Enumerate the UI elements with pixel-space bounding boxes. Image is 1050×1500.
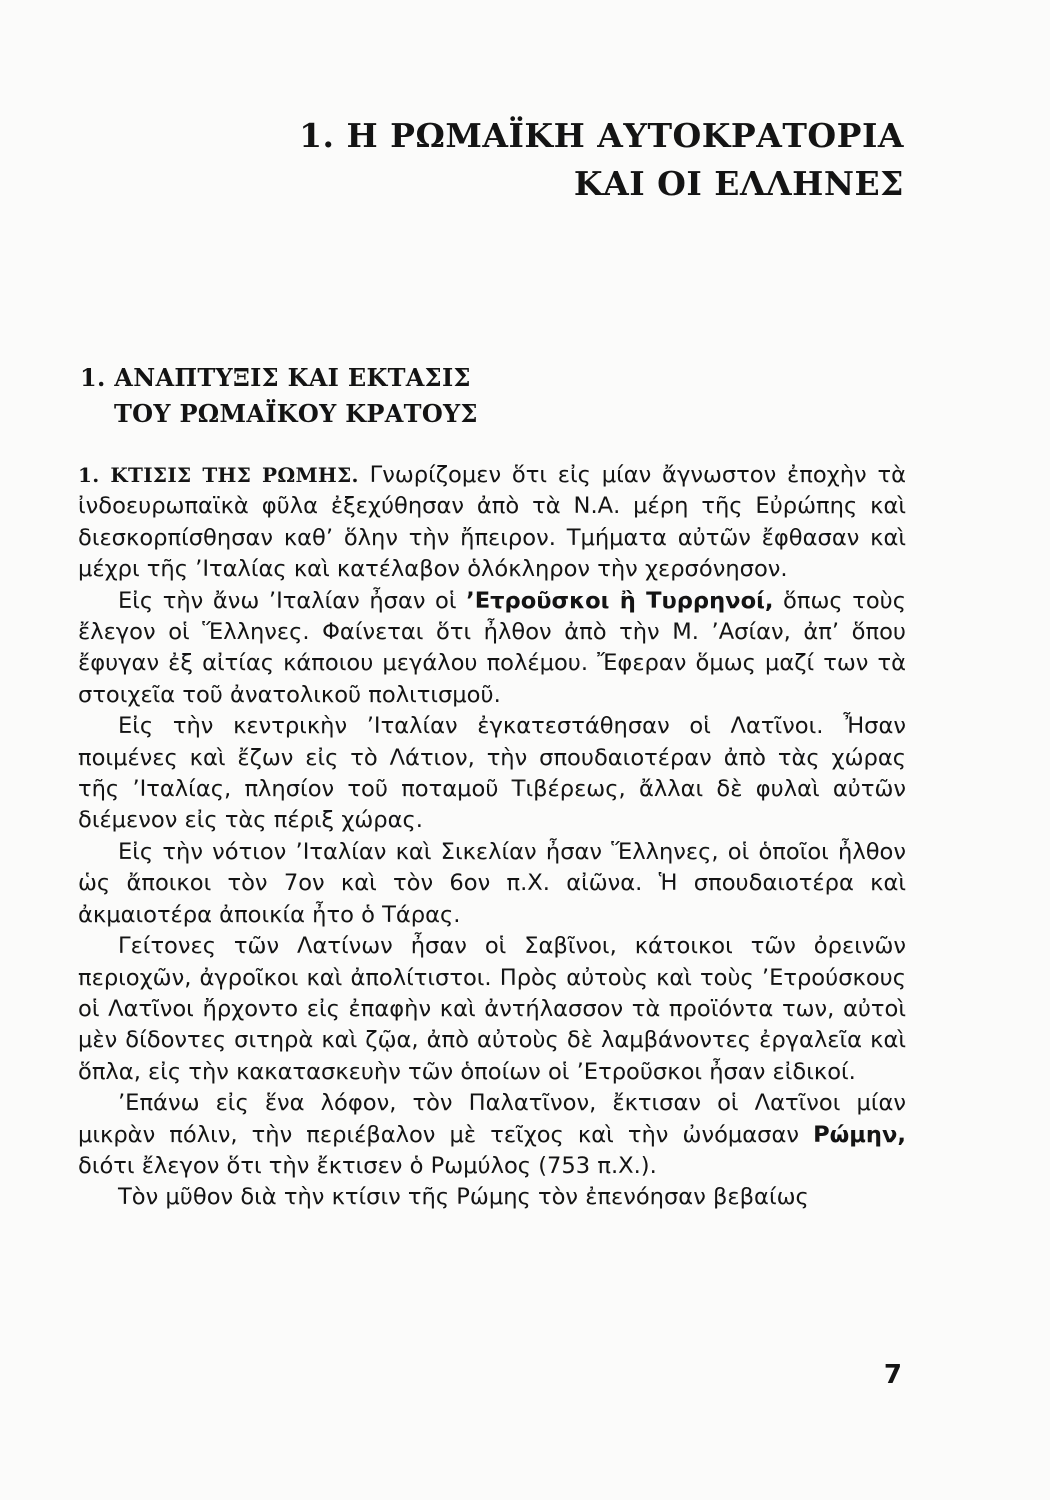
page-number: 7 xyxy=(883,1360,902,1390)
section-heading-line-2: ΤΟΥ ΡΩΜΑΪΚΟΥ ΚΡΑΤΟΥΣ xyxy=(114,399,478,428)
chapter-title xyxy=(299,112,904,208)
paragraph-sabines: Γείτονες τῶν Λατίνων ἦσαν οἱ Σαβῖνοι, κάτοικοι τῶν ὀρεινῶν περιοχῶν, ἀγροῖκοι καὶ ἀπολίτιστοι. Πρὸς αὐτοὺς καὶ τοὺς ’Ετρούσκους οἱ Λατῖνοι ἤρχοντο εἰς ἐπαφὴν καὶ ἀντήλασσον τὰ προϊόντα των, αὐτοὶ μὲν δίδοντες σιτηρὰ καὶ ζῷα, ἀπὸ αὐτοὺς δὲ λαμβάνοντες ἐργαλεῖα καὶ ὅπλα, εἰς τὴν κακατασκευὴν τῶν ὁποίων οἱ ’Ετροῦσκοι ἦσαν εἰδικοί. xyxy=(78,933,906,1085)
paragraph-text: διότι ἔλεγον ὅτι τὴν ἔκτισεν ὁ Ρωμύλος (753 π.Χ.). xyxy=(78,1152,657,1179)
section-heading xyxy=(80,360,478,432)
subsection-run-in-heading: 1. ΚΤΙΣΙΣ ΤΗΣ ΡΩΜΗΣ. xyxy=(78,463,359,487)
paragraph-myth: Τὸν μῦθον διὰ τὴν κτίσιν τῆς Ρώμης τὸν ἐπενόησαν βεβαίως xyxy=(118,1184,809,1211)
paragraph-text: Εἰς τὴν ἄνω ’Ιταλίαν ἦσαν οἱ xyxy=(118,587,467,614)
paragraph-ktisis xyxy=(78,460,906,586)
paragraph-text: ’Επάνω εἰς ἕνα λόφον, τὸν Παλατῖνον, ἔκτισαν οἱ Λατῖνοι μίαν μικρὰν πόλιν, τὴν περιέβαλον μὲ τεῖχος καὶ τὴν ὠνόμασαν xyxy=(78,1090,906,1148)
paragraph-latins: Εἰς τὴν κεντρικὴν ’Ιταλίαν ἐγκατεστάθησαν οἱ Λατῖνοι. Ἦσαν ποιμένες καὶ ἔζων εἰς τὸ Λάτιον, τὴν σπουδαιοτέραν ἀπὸ τὰς χώρας τῆς ’Ιταλίας, πλησίον τοῦ ποταμοῦ Τιβέρεως, ἄλλαι δὲ φυλαὶ αὐτῶν διέμενον εἰς τὰς πέριξ χώρας. xyxy=(78,713,906,834)
paragraph-text: Γνωρίζομεν ὅτι εἰς μίαν ἄγνωστον ἐποχὴν τὰ ἰνδοευρωπαϊκὰ φῦλα ἐξεχύθησαν ἀπὸ τὰ Ν.Α. μέρη τῆς Εὐρώπης καὶ διεσκορπίσθησαν καθ’ ὅλην τὴν ἤπειρον. Τμήματα αὐτῶν ἔφθασαν καὶ μέχρι τῆς ’Ιταλίας καὶ κατέλαβον ὁλόκληρον τὴν χερσόνησον. xyxy=(78,462,906,583)
paragraph-text: ὅπως τοὺς ἔλεγον οἱ Ἕλληνες. Φαίνεται ὅτι ἦλθον ἀπὸ τὴν Μ. ’Ασίαν, ἀπ’ ὅπου ἔφυγαν ἐξ αἰτίας κάποιου μεγάλου πολέμου. Ἔφεραν ὅμως μαζί των τὰ στοιχεῖα τοῦ ἀνατολικοῦ πολιτισμοῦ. xyxy=(78,587,907,708)
paragraph-etruscans xyxy=(78,586,906,712)
paragraph-greeks: Εἰς τὴν νότιον ’Ιταλίαν καὶ Σικελίαν ἦσαν Ἕλληνες, οἱ ὁποῖοι ἦλθον ὡς ἄποικοι τὸν 7ον καὶ τὸν 6ον π.Χ. αἰῶνα. Ἡ σπουδαιοτέρα καὶ ἀκμαιοτέρα ἀποικία ἦτο ὁ Τάρας. xyxy=(78,838,906,928)
body-text xyxy=(78,460,906,1214)
paragraph-rome-founding xyxy=(78,1088,906,1182)
chapter-title-line-1: 1. Η ΡΩΜΑΪΚΗ ΑΥΤΟΚΡΑΤΟΡΙΑ xyxy=(299,116,904,155)
chapter-title-line-2: ΚΑΙ ΟΙ ΕΛΛΗΝΕΣ xyxy=(573,164,904,203)
section-heading-line-1: 1. ΑΝΑΠΤΥΞΙΣ ΚΑΙ ΕΚΤΑΣΙΣ xyxy=(80,363,471,392)
emphasis-rome: Ρώμην, xyxy=(813,1121,906,1148)
emphasis-etruscans: ’Ετροῦσκοι ἢ Τυρρηνοί, xyxy=(466,587,774,614)
